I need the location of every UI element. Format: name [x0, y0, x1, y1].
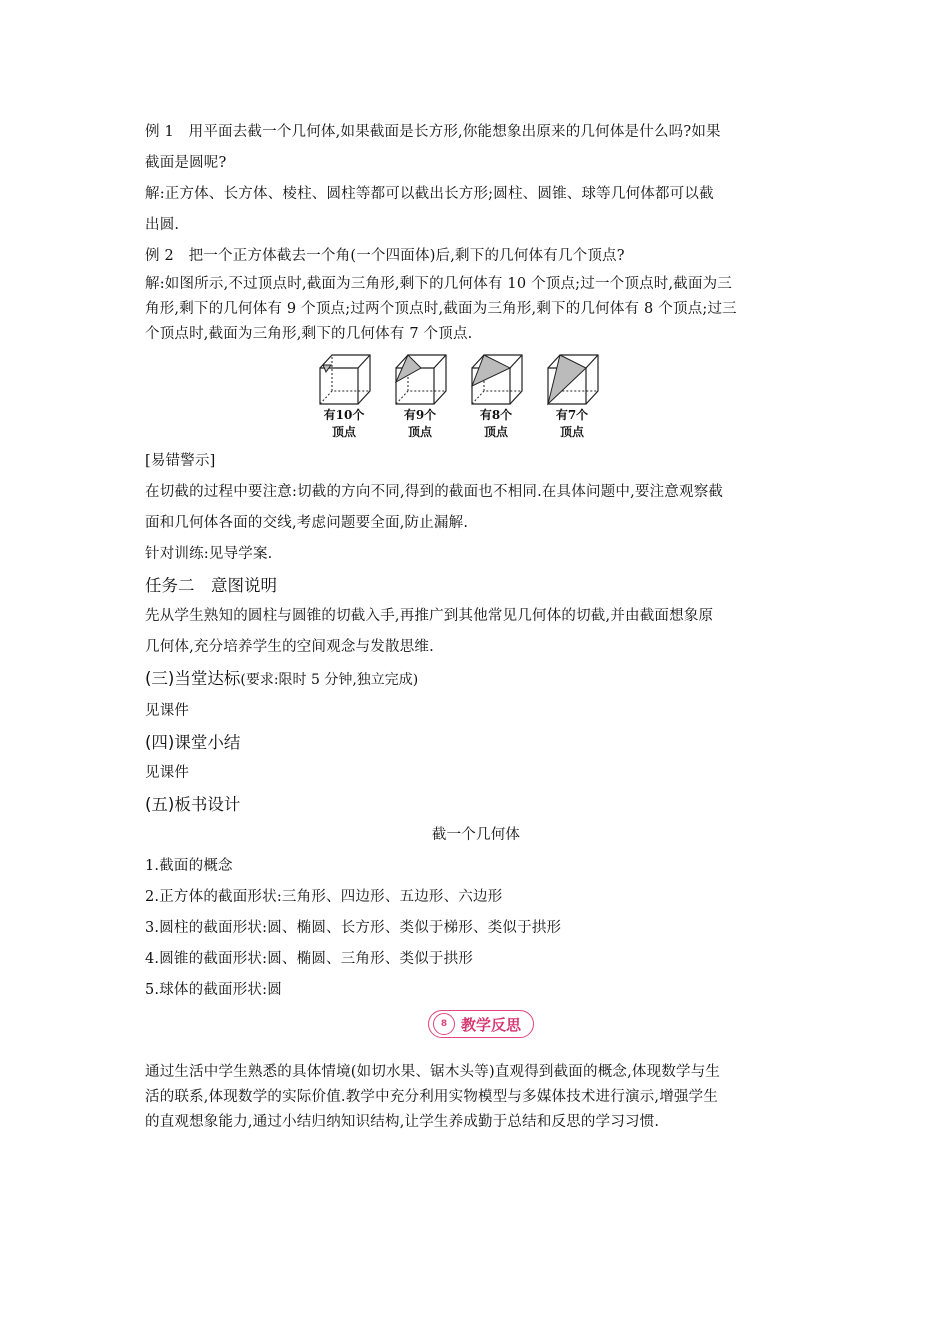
warning-line-2: 面和几何体各面的交线,考虑问题要全面,防止漏解.	[145, 515, 469, 531]
reflection-badge-wrap	[145, 1010, 807, 1038]
caption-7-line-1: 有7个	[555, 408, 589, 422]
example-2	[145, 241, 807, 347]
example-2-question: 例 2 把一个正方体截去一个角(一个四面体)后,剩下的几何体有几个顶点?	[145, 248, 625, 264]
cube-8-vertices-image	[469, 352, 523, 406]
board-item-3: 3.圆柱的截面形状:圆、椭圆、长方形、类似于梯形、类似于拱形	[145, 920, 562, 936]
board-item-4: 4.圆锥的截面形状:圆、椭圆、三角形、类似于拱形	[145, 951, 474, 967]
training-note: 针对训练:见导学案.	[145, 546, 273, 562]
cube-figure-10	[317, 352, 371, 440]
reflection-badge	[428, 1010, 534, 1038]
reflection-line-1: 通过生活中学生熟悉的具体情境(如切水果、锯木头等)直观得到截面的概念,体现数学与生	[145, 1064, 721, 1080]
section-4-title: (四)课堂小结	[145, 733, 241, 752]
cube-cut-figure	[145, 352, 807, 440]
reflection-line-3: 的直观想象能力,通过小结归纳知识结构,让学生养成勤于总结和反思的学习习惯.	[145, 1114, 660, 1130]
book-icon: 8	[433, 1013, 455, 1035]
cube-figure-8	[469, 352, 523, 440]
warning-line-1: 在切截的过程中要注意:切截的方向不同,得到的截面也不相同.在具体问题中,要注意观察截	[145, 484, 724, 500]
example-2-answer-line-2: 角形,剩下的几何体有 9 个顶点;过两个顶点时,截面为三角形,剩下的几何体有 8 个顶点;过三	[145, 301, 737, 317]
example-1-question-line-1: 例 1 用平面去截一个几何体,如果截面是长方形,你能想象出原来的几何体是什么吗?如果	[145, 124, 721, 140]
reflection-line-2: 活的联系,体现数学的实际价值.教学中充分利用实物模型与多媒体技术进行演示,增强学生	[145, 1089, 719, 1105]
caption-9-line-1: 有9个	[403, 408, 437, 422]
warning-section	[145, 446, 807, 539]
caption-9-line-2: 顶点	[407, 425, 432, 439]
reflection-badge-label: 教学反思	[460, 1015, 521, 1034]
cube-figure-9	[393, 352, 447, 440]
section-3-heading	[145, 663, 807, 696]
task-2-title: 任务二 意图说明	[145, 576, 277, 595]
board-item-5: 5.球体的截面形状:圆	[145, 982, 282, 998]
example-1-answer-line-2: 出圆.	[145, 217, 180, 233]
example-1	[145, 117, 807, 241]
example-1-answer-line-1: 解:正方体、长方体、棱柱、圆柱等都可以截出长方形;圆柱、圆锥、球等几何体都可以截	[145, 186, 714, 202]
caption-10-line-2: 顶点	[331, 425, 356, 439]
warning-title: [易错警示]	[145, 453, 216, 469]
task-2-line-1: 先从学生熟知的圆柱与圆锥的切截入手,再推广到其他常见几何体的切截,并由截面想象原	[145, 608, 714, 624]
section-4-body: 见课件	[145, 765, 190, 781]
cube-9-vertices-image	[393, 352, 447, 406]
example-2-answer-line-1: 解:如图所示,不过顶点时,截面为三角形,剩下的几何体有 10 个顶点;过一个顶点时,截面为三	[145, 276, 733, 292]
example-1-question-line-2: 截面是圆呢?	[145, 155, 227, 171]
board-item-2: 2.正方体的截面形状:三角形、四边形、五边形、六边形	[145, 889, 503, 905]
caption-10-line-1: 有10个	[323, 408, 365, 422]
section-4	[145, 727, 807, 789]
document-body	[145, 117, 807, 1135]
task-2-section	[145, 570, 807, 663]
caption-7-line-2: 顶点	[559, 425, 584, 439]
section-3-title: (三)当堂达标	[145, 669, 241, 688]
board-item-1: 1.截面的概念	[145, 858, 233, 874]
section-5-title: (五)板书设计	[145, 795, 241, 814]
section-3	[145, 663, 807, 727]
reflection-section	[145, 1060, 807, 1135]
caption-8-line-2: 顶点	[483, 425, 508, 439]
example-2-answer-line-3: 个顶点时,截面为三角形,剩下的几何体有 7 个顶点.	[145, 326, 473, 342]
cube-7-vertices-image	[545, 352, 599, 406]
cube-figure-7	[545, 352, 599, 440]
section-5	[145, 789, 807, 1006]
caption-8-line-1: 有8个	[479, 408, 513, 422]
board-title: 截一个几何体	[431, 827, 521, 843]
section-3-note: (要求:限时 5 分钟,独立完成)	[240, 672, 419, 688]
task-2-line-2: 几何体,充分培养学生的空间观念与发散思维.	[145, 639, 434, 655]
section-3-body: 见课件	[145, 703, 190, 719]
cube-10-vertices-image	[317, 352, 371, 406]
